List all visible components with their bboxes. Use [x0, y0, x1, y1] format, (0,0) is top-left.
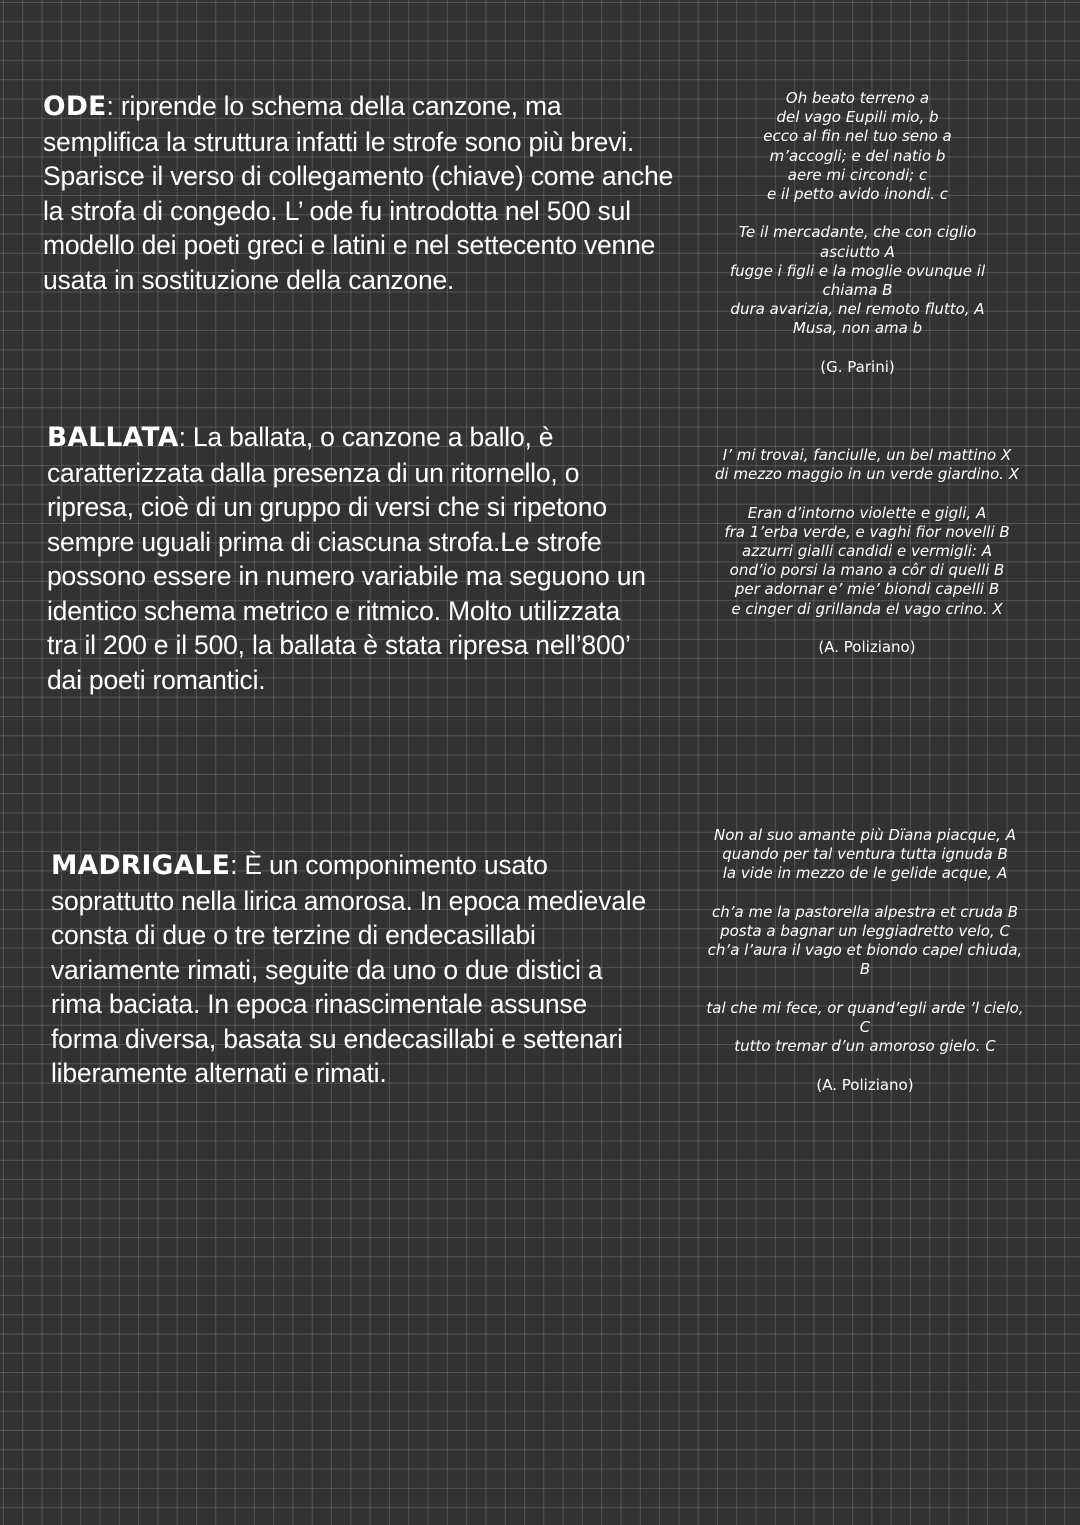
stanza-break: [700, 204, 1015, 223]
poem-verse: Non al suo amante più Dïana piacque, A: [714, 826, 1016, 844]
ode-poem: [700, 89, 1015, 377]
poem-verse: e cinger di grillanda el vago crino. X: [731, 599, 1003, 618]
poem-verse: per adornar e’ mie’ biondi capelli B: [734, 580, 1000, 599]
poem-verse: B: [859, 960, 871, 979]
stanza-break: [700, 484, 1034, 503]
poem-verse: asciutto A: [820, 242, 895, 261]
poem-verse: dura avarizia, nel remoto flutto, A: [730, 300, 985, 319]
poem-verse: chiama B: [822, 281, 893, 300]
ballata-term: BALLATA: [47, 422, 179, 453]
poem-verse: Eran d’intorno violette e gigli, A: [747, 503, 987, 522]
poem-verse: la vide in mezzo de le gelide acque, A: [722, 864, 1008, 883]
poem-verse: ond’io porsi la mano a côr di quelli B: [729, 561, 1005, 580]
madrigale-poem-verses: [694, 826, 1036, 1056]
stanza-break: [694, 884, 1036, 903]
poem-verse: ch’a me la pastorella alpestra et cruda B: [712, 902, 1018, 921]
ballata-body: : La ballata, o canzone a ballo, è caratterizzata dalla presenza di un ritornello, o ripresa, cioè di un gruppo di versi che si ripetono sempre uguali prima di ciascuna strofa.Le strofe possono essere in numero variabile ma seguono un identico schema metrico e ritmico. Molto utilizzata tra il 200 e il 500, la ballata è stata ripresa nell’800’ dai poeti romantici.: [47, 422, 646, 695]
ballata-poem-verses: [700, 446, 1034, 619]
poem-verse: posta a bagnar un leggiadretto velo, C: [720, 922, 1010, 940]
poem-verse: fra 1’erba verde, e vaghi fior novelli B: [724, 522, 1010, 541]
ode-body: : riprende lo schema della canzone, ma semplifica la struttura infatti le strofe sono più brevi. Sparisce il verso di collegamento (chiave) come anche la strofa di congedo. L’ ode fu introdotta nel 500 sul modello dei poeti greci e latini e nel settecento venne usata in sostituzione della canzone.: [43, 91, 674, 295]
poem-verse: di mezzo maggio in un verde giardino. X: [714, 465, 1020, 484]
poem-verse: e il petto avido inondi. c: [766, 185, 949, 204]
ballata-poem-author: (A. Poliziano): [818, 638, 916, 656]
ballata-definition: [47, 420, 657, 697]
madrigale-body: : È un componimento usato soprattutto nella lirica amorosa. In epoca medievale consta di due o tre terzine di endecasillabi variamente rimati, seguite da uno o due distici a rima baciata. In epoca rinascimentale assunse forma diversa, basata su endecasillabi e settenari liberamente alternati e rimati.: [51, 850, 647, 1088]
poem-verse: tal che mi fece, or quand’egli arde ’l cielo,: [706, 998, 1024, 1017]
madrigale-poem-author: (A. Poliziano): [816, 1075, 914, 1094]
madrigale-term: MADRIGALE: [51, 850, 231, 881]
ode-definition: [43, 89, 683, 297]
madrigale-definition: [51, 848, 651, 1091]
poem-verse: fugge i figli e la moglie ovunque il: [729, 261, 986, 280]
poem-verse: Te il mercadante, che con ciglio: [738, 223, 977, 242]
poem-verse: C: [859, 1018, 871, 1036]
ode-term: ODE: [43, 91, 107, 122]
poem-verse: ch’a l’aura il vago et biondo capel chiuda,: [707, 941, 1023, 960]
poem-verse: ecco al fin nel tuo seno a: [763, 127, 952, 146]
poem-verse: del vago Eupili mio, b: [776, 108, 939, 127]
stanza-break: [694, 980, 1036, 999]
madrigale-poem: [694, 826, 1036, 1095]
poem-verse: quando per tal ventura tutta ignuda B: [722, 845, 1008, 864]
poem-verse: Musa, non ama b: [792, 319, 923, 338]
poem-verse: azzurri gialli candidi e vermigli: A: [742, 542, 992, 560]
poem-verse: aere mi circondi; c: [787, 165, 928, 184]
ode-poem-author: (G. Parini): [820, 357, 895, 376]
poem-verse: I’ mi trovai, fanciulle, un bel mattino X: [722, 446, 1012, 464]
ode-poem-verses: [700, 89, 1015, 339]
poem-verse: Oh beato terreno a: [785, 89, 930, 107]
poem-verse: tutto tremar d’un amoroso gielo. C: [734, 1037, 996, 1056]
poem-verse: m’accogli; e del natio b: [769, 146, 946, 165]
ballata-poem: [700, 446, 1034, 657]
